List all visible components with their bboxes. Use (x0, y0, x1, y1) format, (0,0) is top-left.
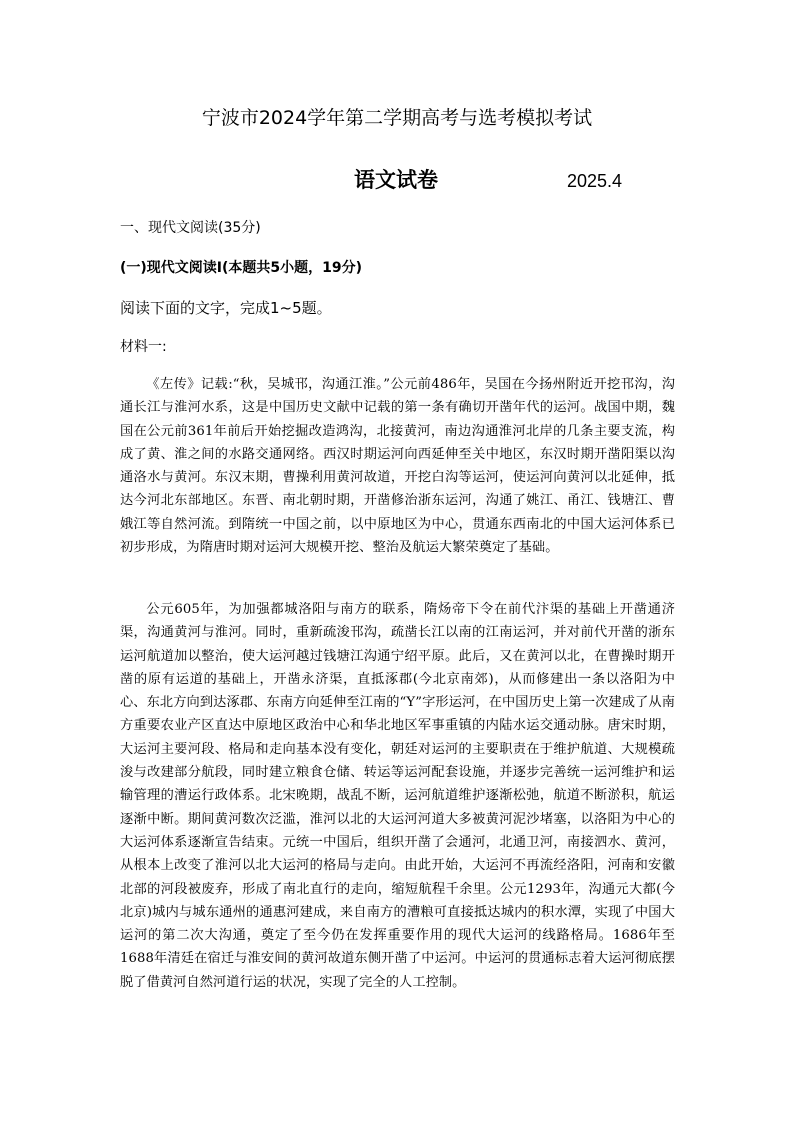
subsection-heading: (一)现代文阅读Ⅰ(本题共5小题，19分) (120, 260, 363, 276)
material-label: 材料一: (120, 339, 167, 355)
exam-title: 宁波市2024学年第二学期高考与选考模拟考试 (201, 107, 593, 129)
exam-date: 2025.4 (567, 171, 623, 191)
paragraph: 《左传》记载:“秋，吴城邗，沟通江淮。”公元前486年，吴国在今扬州附近开挖邗沟，沟通长江与淮河水系，这是中国历史文献中记载的第一条有确切开凿年代的运河。战国中期，魏国在公元前361年前后开始挖掘改造鸿沟，北接黄河，南边沟通淮河北岸的几条主要支流，构成了黄、淮之间的水路交通网络。西汉时期运河向西延伸至关中地区，东汉时期开凿阳渠以沟通洛水与黄河。东汉末期，曹操利用黄河故道，开挖白沟等运河，使运河向黄河以北延伸，抵达今河北东部地区。东晋、南北朝时期，开凿修治浙东运河，沟通了姚江、甬江、钱塘江、曹娥江等自然河流。到隋统一中国之前，以中原地区为中心，贯通东西南北的中国大运河体系已初步形成，为隋唐时期对运河大规模开挖、整治及航运大繁荣奠定了基础。 (120, 377, 675, 556)
subject-title: 语文试卷 (354, 168, 438, 192)
reading-instruction: 阅读下面的文字，完成1~5题。 (120, 299, 332, 317)
section-heading: 一、现代文阅读(35分) (120, 220, 261, 236)
subject-line (0, 166, 794, 196)
paragraph: 公元605年，为加强都城洛阳与南方的联系，隋炀帝下令在前代汴渠的基础上开凿通济渠，沟通黄河与淮河。同时，重新疏浚邗沟，疏凿长江以南的江南运河，并对前代开凿的浙东运河航道加以整治，使大运河越过钱塘江沟通宁绍平原。此后，又在黄河以北，在曹操时期开凿的原有运道的基础上，开凿永济渠，直抵涿郡(今北京南郊)，从而修建出一条以洛阳为中心、东北方向到达涿郡、东南方向延伸至江南的“Y”字形运河，在中国历史上第一次建成了从南方重要农业产区直达中原地区政治中心和华北地区军事重镇的内陆水运交通动脉。唐宋时期，大运河主要河段、格局和走向基本没有变化，朝廷对运河的主要职责在于维护航道、大规模疏浚与改建部分航段，同时建立粮食仓储、转运等运河配套设施，并逐步完善统一运河维护和运输管理的漕运行政体系。北宋晚期，战乱不断，运河航道维护逐渐松弛，航道不断淤积，航运逐渐中断。期间黄河数次泛滥，淮河以北的大运河河道大多被黄河泥沙堵塞，以洛阳为中心的大运河体系逐渐宣告结束。元统一中国后，组织开凿了会通河，北通卫河，南接泗水、黄河，从根本上改变了淮河以北大运河的格局与走向。由此开始，大运河不再流经洛阳，河南和安徽北部的河段被废弃，形成了南北直行的走向，缩短航程千余里。公元1293年，沟通元大都(今北京)城内与城东通州的通惠河建成，来自南方的漕粮可直接抵达城内的积水潭，实现了中国大运河的第二次大沟通，奠定了至今仍在发挥重要作用的现代大运河的线路格局。1686年至1688年清廷在宿迁与淮安间的黄河故道东侧开凿了中运河。中运河的贯通标志着大运河彻底摆脱了借黄河自然河道行运的状况，实现了完全的人工控制。 (120, 602, 675, 990)
